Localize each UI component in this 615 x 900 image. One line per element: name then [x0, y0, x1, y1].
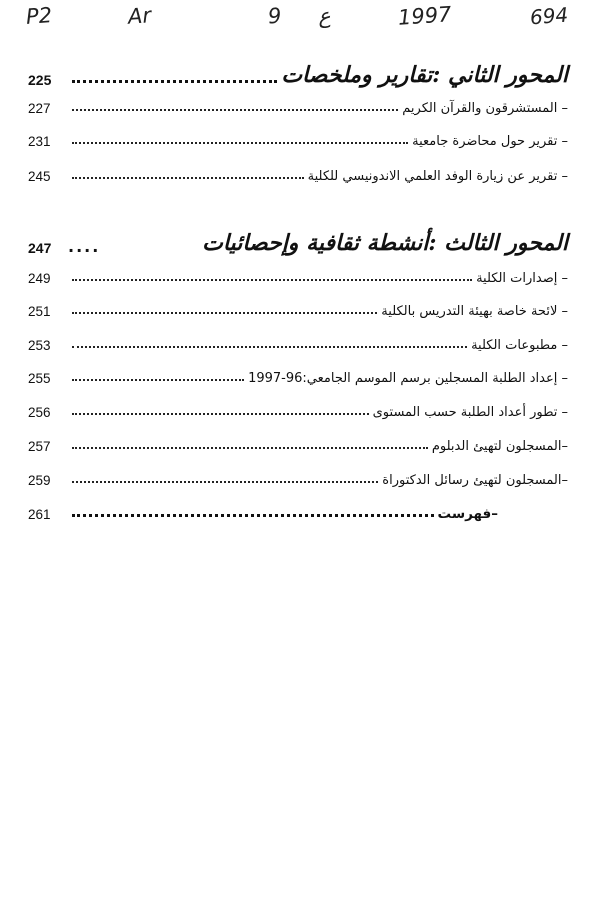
- page-number: 249: [28, 271, 51, 286]
- handwritten-page-number: 694: [529, 2, 569, 30]
- dot-leader: [72, 141, 408, 144]
- entry-title: –فهرست: [437, 506, 498, 522]
- page-number: 253: [28, 338, 51, 353]
- page-number: 257: [28, 439, 51, 454]
- handwritten-note: ع: [317, 3, 332, 29]
- section-title: المحور الثالث :أنشطة ثقافية وإحصائيات: [202, 230, 568, 256]
- dot-leader: [72, 108, 398, 111]
- handwritten-note: P2: [25, 3, 53, 29]
- entry-title: – لائحة خاصة بهيئة التدريس بالكلية: [381, 304, 568, 319]
- dot-leader: [72, 412, 369, 415]
- dot-leader: [72, 311, 377, 314]
- page-number: 255: [28, 371, 51, 386]
- page-number: 227: [28, 101, 51, 116]
- page-number: 261: [28, 507, 51, 522]
- handwritten-note: 9: [267, 3, 283, 29]
- page-number: 225: [28, 72, 52, 88]
- entry-title: –المسجلون لتهيئ رسائل الدكتوراة: [382, 473, 568, 488]
- dot-leader: [72, 79, 277, 83]
- toc-entry: [28, 160, 568, 184]
- entry-title: – المستشرقون والقرآن الكريم: [402, 101, 568, 116]
- dot-leader: [72, 513, 434, 517]
- entry-title: –المسجلون لتهيئ الدبلوم: [431, 439, 568, 454]
- toc-entry: [28, 329, 568, 353]
- toc-entry: [28, 362, 568, 386]
- entry-title: – إعداد الطلبة المسجلين برسم الموسم الجامعي:96-1997: [248, 371, 568, 386]
- dot-leader: [72, 176, 304, 179]
- page-number: 259: [28, 473, 51, 488]
- toc-entry: [28, 125, 568, 149]
- section-heading: [28, 226, 568, 256]
- dot-leader: [72, 378, 244, 381]
- entry-title: – إصدارات الكلية: [476, 271, 568, 286]
- dot-leader: [72, 446, 428, 449]
- toc-entry: [28, 396, 568, 420]
- section-heading: [28, 58, 568, 88]
- page-number: 231: [28, 134, 51, 149]
- entry-title: – تقرير حول محاضرة جامعية: [412, 134, 568, 149]
- entry-title: – تطور أعداد الطلبة حسب المستوى: [372, 405, 568, 420]
- dot-leader: [72, 278, 472, 281]
- handwritten-note: Ar: [127, 3, 152, 29]
- toc-entry: [28, 498, 498, 522]
- heading-tail-dots: ....: [68, 237, 101, 256]
- page-number: 256: [28, 405, 51, 420]
- toc-entry: [28, 464, 568, 488]
- handwritten-note: 1997: [397, 2, 453, 30]
- dot-leader: [72, 480, 378, 483]
- section-title: المحور الثاني :تقارير وملخصات: [281, 62, 568, 88]
- entry-title: – مطبوعات الكلية: [471, 338, 568, 353]
- toc-entry: [28, 92, 568, 116]
- entry-title: – تقرير عن زيارة الوفد العلمي الاندونيسي للكلية: [307, 169, 568, 184]
- toc-entry: [28, 295, 568, 319]
- page-number: 247: [28, 240, 52, 256]
- dot-leader: [72, 345, 467, 348]
- page-number: 251: [28, 304, 51, 319]
- page-number: 245: [28, 169, 51, 184]
- toc-entry: [28, 430, 568, 454]
- toc-entry: [28, 262, 568, 286]
